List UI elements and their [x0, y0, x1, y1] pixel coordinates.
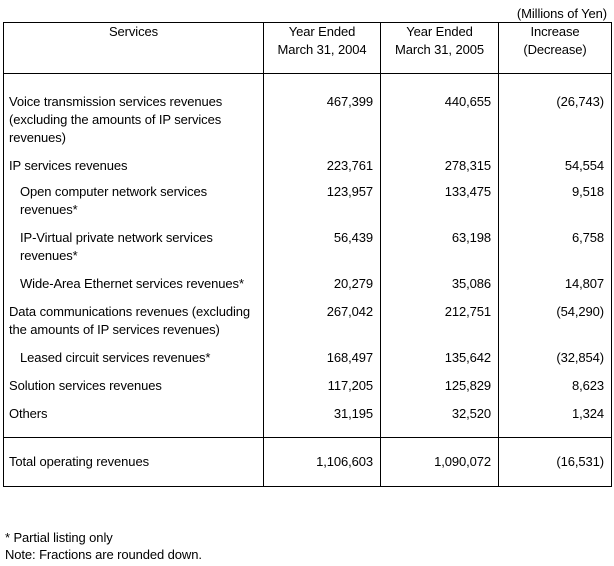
value-change: 6,758	[499, 219, 612, 265]
row-label: Solution services revenues	[4, 367, 264, 395]
row-label: IP services revenues	[4, 147, 264, 175]
value-2005: 125,829	[381, 367, 499, 395]
row-label: Others	[4, 395, 264, 438]
value-2004: 467,399	[264, 74, 381, 148]
value-change: 8,623	[499, 367, 612, 395]
row-label: Wide-Area Ethernet services revenues*	[4, 265, 264, 293]
table-row-ip	[4, 147, 612, 175]
table-row-leased	[4, 339, 612, 367]
value-2005: 212,751	[381, 293, 499, 339]
row-label: Data communications revenues (excluding the amounts of IP services revenues)	[4, 293, 264, 339]
value-2005: 135,642	[381, 339, 499, 367]
footnote-rounding: Note: Fractions are rounded down.	[5, 547, 202, 562]
value-change: (54,290)	[499, 293, 612, 339]
row-label: Open computer network services revenues*	[4, 175, 264, 219]
header-services: Services	[4, 23, 264, 74]
table-row-total	[4, 438, 612, 487]
total-label: Total operating revenues	[4, 438, 264, 487]
value-change: (26,743)	[499, 74, 612, 148]
table-row-others	[4, 395, 612, 438]
row-label: Leased circuit services revenues*	[4, 339, 264, 367]
table-row-data-comm	[4, 293, 612, 339]
value-2004: 223,761	[264, 147, 381, 175]
unit-label: (Millions of Yen)	[516, 6, 607, 21]
header-2005: Year Ended March 31, 2005	[381, 23, 499, 74]
value-change: 14,807	[499, 265, 612, 293]
value-2005: 35,086	[381, 265, 499, 293]
value-change: 54,554	[499, 147, 612, 175]
value-2004: 117,205	[264, 367, 381, 395]
value-2004: 123,957	[264, 175, 381, 219]
table-row-ethernet	[4, 265, 612, 293]
total-change: (16,531)	[499, 438, 612, 487]
header-2004: Year Ended March 31, 2004	[264, 23, 381, 74]
value-2005: 32,520	[381, 395, 499, 438]
row-label: Voice transmission services revenues (excluding the amounts of IP services revenues)	[4, 74, 264, 148]
revenues-table	[3, 22, 612, 487]
value-change: 1,324	[499, 395, 612, 438]
table-row-ocn	[4, 175, 612, 219]
value-2005: 63,198	[381, 219, 499, 265]
value-change: 9,518	[499, 175, 612, 219]
value-2004: 20,279	[264, 265, 381, 293]
total-2005: 1,090,072	[381, 438, 499, 487]
total-2004: 1,106,603	[264, 438, 381, 487]
value-2004: 31,195	[264, 395, 381, 438]
value-2005: 133,475	[381, 175, 499, 219]
value-2005: 440,655	[381, 74, 499, 148]
value-2004: 267,042	[264, 293, 381, 339]
value-change: (32,854)	[499, 339, 612, 367]
row-label: IP-Virtual private network services revenues*	[4, 219, 264, 265]
header-change: Increase (Decrease)	[499, 23, 612, 74]
footnote-partial: * Partial listing only	[5, 530, 113, 545]
table-row-solution	[4, 367, 612, 395]
value-2004: 56,439	[264, 219, 381, 265]
table-row-voice	[4, 74, 612, 148]
table-header-row	[4, 23, 612, 74]
value-2004: 168,497	[264, 339, 381, 367]
value-2005: 278,315	[381, 147, 499, 175]
table-row-ipvpn	[4, 219, 612, 265]
